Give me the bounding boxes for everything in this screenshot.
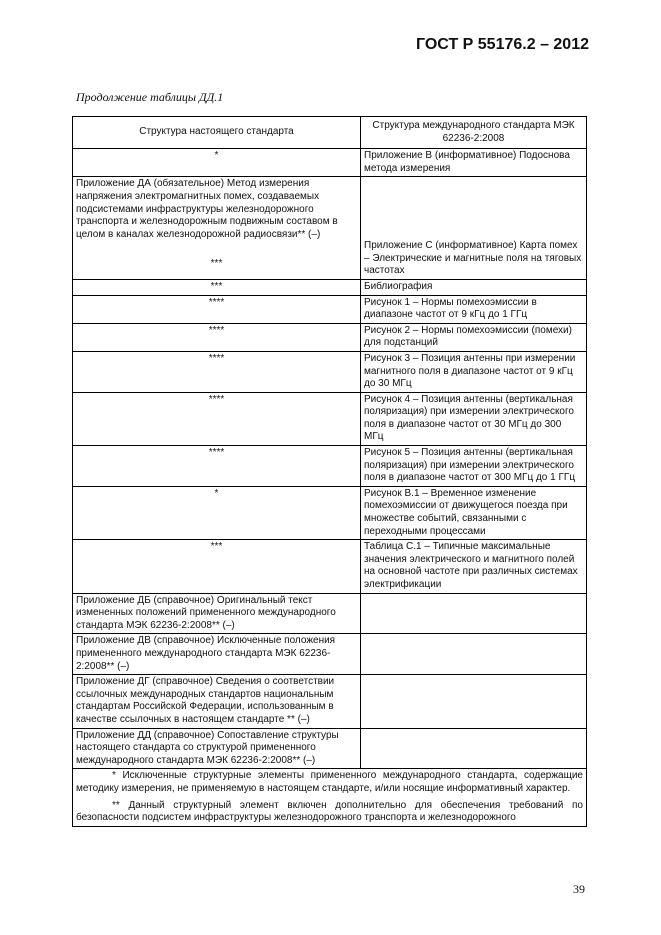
col-header-international-standard: Структура международного стандарта МЭК 62236-2:2008 [361, 117, 587, 149]
row-right-text: Рисунок 5 – Позиция антенны (вертикальная поляризация) при измерении электрического поля в диапазоне частот от 300 МГц до 1 ГГц [361, 446, 587, 487]
table-row [73, 593, 587, 634]
table-row [73, 351, 587, 392]
table-notes-row [73, 769, 587, 826]
row-left-mark: **** [73, 446, 361, 487]
row-right-empty [361, 593, 587, 634]
table-row [73, 323, 587, 351]
table-row [73, 486, 587, 539]
row-left-mark: **** [73, 351, 361, 392]
table-row [73, 177, 587, 280]
row-right-text: Рисунок 1 – Нормы помехоэмиссии в диапазоне частот от 9 кГц до 1 ГГц [361, 295, 587, 323]
row-left-mark: * [73, 149, 361, 177]
table-header-row [73, 117, 587, 149]
row-left-mark: **** [73, 323, 361, 351]
row-right-text: Таблица С.1 – Типичные максимальные значения электрического и магнитного полей на основной частоте при различных системах электрификации [361, 540, 587, 593]
row-left-cell [73, 177, 361, 280]
col-header-current-standard: Структура настоящего стандарта [73, 117, 361, 149]
row-left-text: Приложение ДВ (справочное) Исключенные положения примененного международного стандарта МЭК 62236-2:2008** (–) [73, 634, 361, 675]
table-notes [73, 769, 587, 826]
row-right-text: Приложение С (информативное) Карта помех – Электрические и магнитные поля на тяговых частотах [361, 177, 587, 280]
page-number: 39 [573, 882, 585, 896]
row-right-text: Рисунок В.1 – Временное изменение помехоэмиссии от движущегося поезда при множестве событий, связанными с переходными процессами [361, 486, 587, 539]
table-row [73, 675, 587, 728]
table-row [73, 634, 587, 675]
row-right-empty [361, 634, 587, 675]
table-row [73, 149, 587, 177]
footnote-single-star: * Исключенные структурные элементы примененного международного стандарта, содержащие методику измерения, не применяемую в настоящем стандарте, и/или носящие информативный характер. [76, 770, 583, 794]
row-right-text: Рисунок 4 – Позиция антенны (вертикальная поляризация) при измерении электрического поля в диапазоне частот от 30 МГц до 300 МГц [361, 392, 587, 445]
table-row [73, 295, 587, 323]
table-row [73, 279, 587, 295]
row-left-mark: * [73, 486, 361, 539]
row-left-text: Приложение ДД (справочное) Сопоставление структуры настоящего стандарта со структурой примененного международного стандарта МЭК 62236-2:2008** (–) [73, 728, 361, 769]
structure-comparison-table [72, 116, 587, 827]
table-row [73, 728, 587, 769]
footnote-double-star: ** Данный структурный элемент включен дополнительно для обеспечения требований по безопасности подсистем инфраструктуры железнодорожного транспорта и железнодорожного [76, 799, 583, 824]
row-right-text: Приложение В (информативное) Подоснова метода измерения [361, 149, 587, 177]
row-right-text: Рисунок 2 – Нормы помехоэмиссии (помехи) для подстанций [361, 323, 587, 351]
row-left-text: Приложение ДБ (справочное) Оригинальный текст измененных положений примененного международного стандарта МЭК 62236-2:2008** (–) [73, 593, 361, 634]
row-right-text: Библиография [361, 279, 587, 295]
table-row [73, 446, 587, 487]
row-left-text: Приложение ДГ (справочное) Сведения о соответствии ссылочных международных стандартов национальным стандартам Российской Федерации, использованным в качестве ссылочных в настоящем стандарте ** (–) [73, 675, 361, 728]
row-left-text: Приложение ДА (обязательное) Метод измерения напряжения электромагнитных помех, создаваемых подсистемами инфраструктуры железнодорожного транспорта и железнодорожным подвижным составом в целом в каналах железнодорожной радиосвязи** (–) [76, 178, 338, 240]
row-right-empty [361, 675, 587, 728]
row-right-empty [361, 728, 587, 769]
table-continuation-caption: Продолжение таблицы ДД.1 [76, 90, 224, 104]
table-row [73, 392, 587, 445]
row-left-mark: *** [73, 279, 361, 295]
document-code-header: ГОСТ Р 55176.2 – 2012 [415, 36, 589, 53]
row-right-text: Рисунок 3 – Позиция антенны при измерении магнитного поля в диапазоне частот от 9 кГц до 30 МГц [361, 351, 587, 392]
row-left-mark: **** [73, 392, 361, 445]
row-left-mark: *** [210, 258, 223, 270]
row-left-mark: *** [73, 540, 361, 593]
table-row [73, 540, 587, 593]
row-left-mark: **** [73, 295, 361, 323]
